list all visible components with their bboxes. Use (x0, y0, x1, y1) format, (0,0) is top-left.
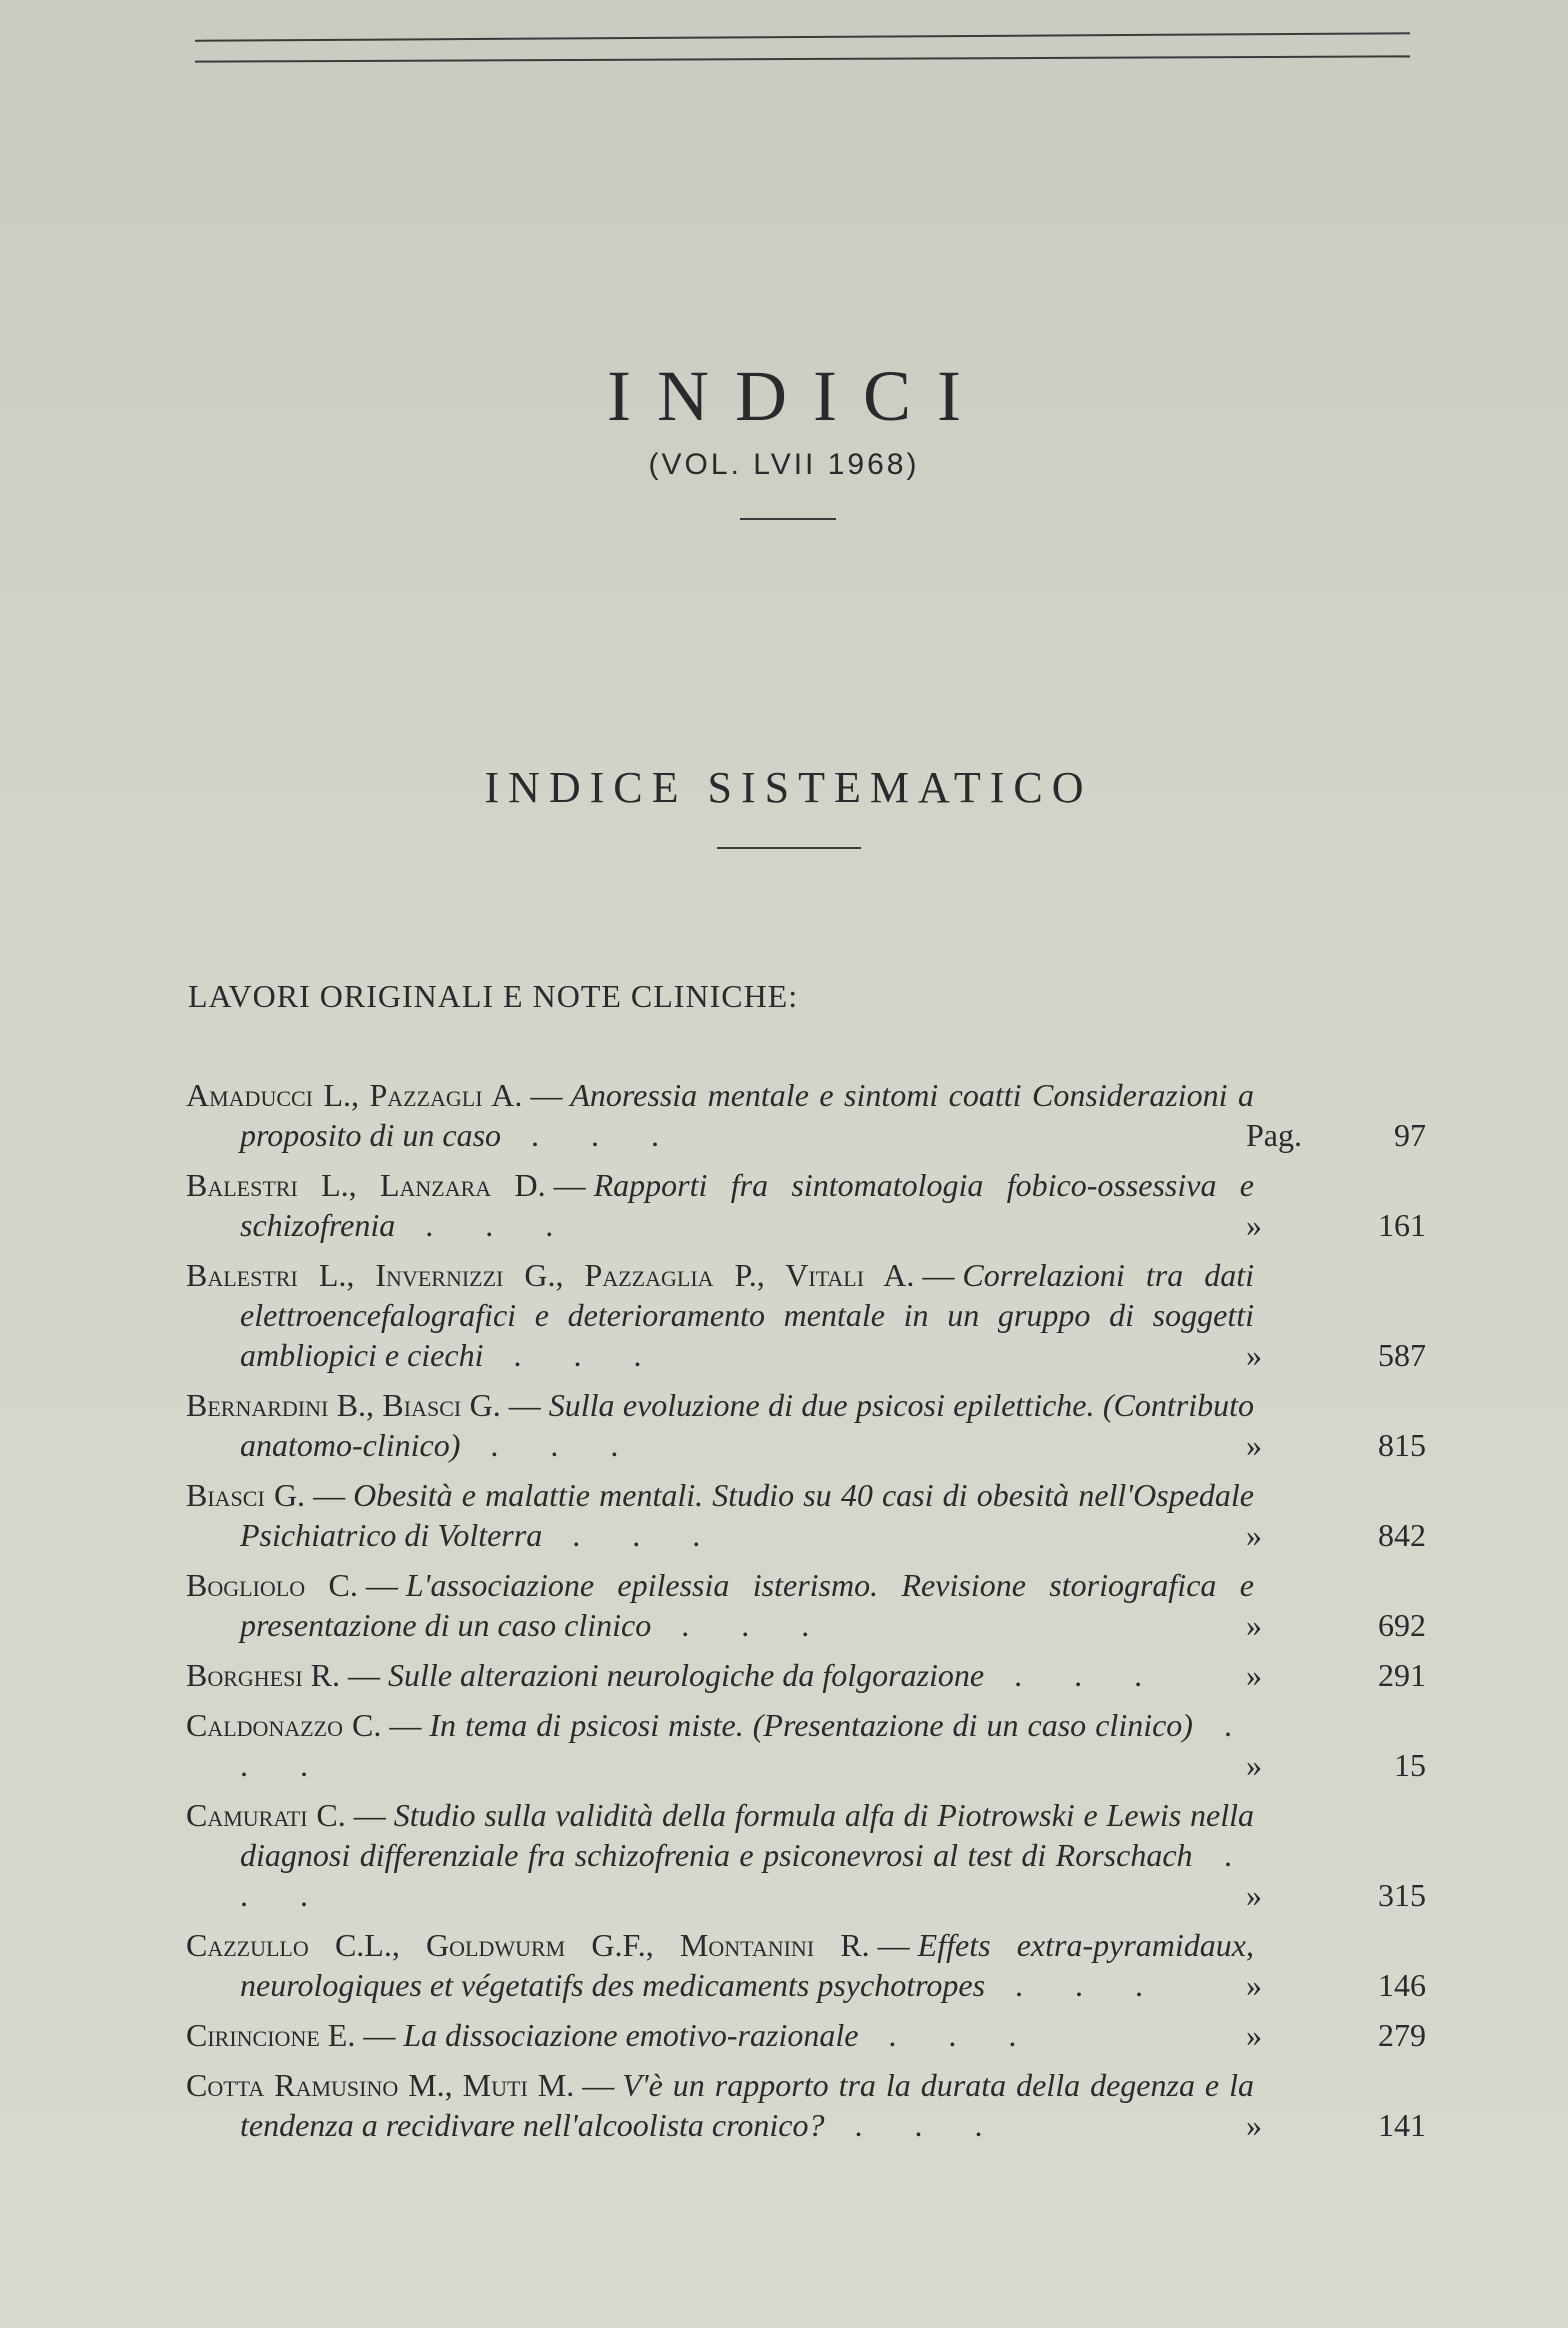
entry-text (186, 1655, 1254, 1695)
entry-leader-dots: . . . (460, 1427, 641, 1463)
entry-work-title: Rapporti fra sintomatologia fobico-ossessiva e schizofrenia (240, 1167, 1255, 1243)
entry-page-reference (1246, 1655, 1426, 1695)
top-rule-lower (195, 55, 1410, 62)
subsection-heading: LAVORI ORIGINALI E NOTE CLINICHE: (188, 978, 799, 1014)
entry-text (186, 1475, 1254, 1555)
entry-leader-dots: . . . (651, 1607, 832, 1643)
entry-work-title: Effets extra-pyramidaux, neurologiques et végetatifs des medicaments psychotropes (240, 1927, 1254, 2003)
index-entry (186, 1255, 1426, 1375)
index-entry (186, 1165, 1426, 1245)
top-rule-upper (195, 32, 1410, 41)
entry-page-prefix: » (1246, 1337, 1262, 1373)
entry-text (186, 1255, 1254, 1375)
entry-page-prefix: » (1246, 1517, 1262, 1553)
entry-authors: Cotta Ramusino M., Muti M. (186, 2067, 575, 2103)
entry-text (186, 1705, 1254, 1785)
title-divider (740, 518, 836, 520)
index-entries-list (186, 1075, 1426, 2155)
entry-authors: Caldonazzo C. (186, 1707, 382, 1743)
entry-page-reference (1246, 1115, 1426, 1155)
entry-work-title: Correlazioni tra dati elettroencefalografici e deterioramento mentale in un gruppo di soggetti ambliopici e ciechi (240, 1257, 1255, 1373)
entry-page-prefix: » (1246, 2107, 1262, 2143)
entry-page-prefix: » (1246, 1657, 1262, 1693)
entry-work-title: V'è un rapporto tra la durata della degenza e la tendenza a recidivare nell'alcoolista cronico? (240, 2067, 1255, 2143)
entry-page-prefix: » (1246, 1207, 1262, 1243)
entry-text (186, 1925, 1254, 2005)
entry-authors: Cirincione E. (186, 2017, 356, 2053)
index-entry (186, 1655, 1426, 1695)
entry-page-number: 291 (1378, 1657, 1426, 1693)
entry-text (186, 1385, 1254, 1465)
entry-page-prefix: Pag. (1246, 1117, 1302, 1153)
entry-page-reference (1246, 1205, 1426, 1245)
index-entry (186, 1925, 1426, 2005)
index-entry (186, 1385, 1426, 1465)
entry-page-number: 141 (1378, 2107, 1426, 2143)
index-entry (186, 2065, 1426, 2145)
entry-dash: — (353, 1797, 386, 1833)
entry-dash: — (922, 1257, 955, 1293)
entry-dash: — (530, 1077, 563, 1113)
entry-page-number: 15 (1394, 1747, 1426, 1783)
index-entry (186, 1475, 1426, 1555)
entry-page-reference (1246, 1965, 1426, 2005)
volume-subtitle: (VOL. LVII 1968) (648, 448, 920, 481)
entry-text (186, 1565, 1254, 1645)
entry-page-reference (1246, 2015, 1426, 2055)
entry-text (186, 2015, 1254, 2055)
entry-page-prefix: » (1246, 1877, 1262, 1913)
entry-authors: Balestri L., Invernizzi G., Pazzaglia P., Vitali A. (186, 1257, 915, 1293)
page-title: INDICI (607, 356, 987, 436)
entry-dash: — (365, 1567, 398, 1603)
entry-leader-dots: . . . (240, 1837, 1255, 1913)
entry-authors: Borghesi R. (186, 1657, 341, 1693)
entry-leader-dots: . . . (858, 2017, 1039, 2053)
entry-leader-dots: . . . (395, 1207, 576, 1243)
index-entry (186, 1705, 1426, 1785)
entry-leader-dots: . . . (984, 1657, 1165, 1693)
entry-work-title: Sulle alterazioni neurologiche da folgorazione (388, 1657, 985, 1693)
entry-authors: Cazzullo C.L., Goldwurm G.F., Montanini R. (186, 1927, 870, 1963)
entry-dash: — (363, 2017, 396, 2053)
entry-authors: Camurati C. (186, 1797, 346, 1833)
entry-leader-dots: . . . (542, 1517, 723, 1553)
entry-page-number: 842 (1378, 1517, 1426, 1553)
entry-page-prefix: » (1246, 1427, 1262, 1463)
entry-work-title: La dissociazione emotivo-razionale (403, 2017, 859, 2053)
entry-leader-dots: . . . (985, 1967, 1166, 2003)
section-divider (717, 847, 861, 849)
entry-page-number: 279 (1378, 2017, 1426, 2053)
entry-page-number: 97 (1394, 1117, 1426, 1153)
entry-page-reference (1246, 1335, 1426, 1375)
entry-dash: — (582, 2067, 615, 2103)
entry-page-reference (1246, 1875, 1426, 1915)
entry-page-prefix: » (1246, 2017, 1262, 2053)
entry-work-title: Obesità e malattie mentali. Studio su 40 casi di obesità nell'Ospedale Psichiatrico di Volterra (240, 1477, 1255, 1553)
section-title: INDICE SISTEMATICO (484, 763, 1093, 812)
entry-text (186, 1165, 1254, 1245)
entry-dash: — (508, 1387, 541, 1423)
entry-page-number: 146 (1378, 1967, 1426, 2003)
index-entry (186, 2015, 1426, 2055)
entry-page-number: 587 (1378, 1337, 1426, 1373)
entry-text (186, 1795, 1254, 1915)
entry-page-number: 692 (1378, 1607, 1426, 1643)
entry-page-prefix: » (1246, 1967, 1262, 2003)
entry-work-title: In tema di psicosi miste. (Presentazione di un caso clinico) (429, 1707, 1193, 1743)
entry-authors: Balestri L., Lanzara D. (186, 1167, 546, 1203)
entry-work-title: Anoressia mentale e sintomi coatti Considerazioni a proposito di un caso (240, 1077, 1255, 1153)
entry-work-title: Studio sulla validità della formula alfa di Piotrowski e Lewis nella diagnosi differenziale fra schizofrenia e psiconevrosi al test di Rorschach (240, 1797, 1254, 1873)
entry-page-reference (1246, 1425, 1426, 1465)
entry-dash: — (877, 1927, 910, 1963)
entry-text (186, 2065, 1254, 2145)
entry-page-reference (1246, 1515, 1426, 1555)
entry-authors: Bogliolo C. (186, 1567, 358, 1603)
entry-leader-dots: . . . (824, 2107, 1005, 2143)
entry-authors: Bernardini B., Biasci G. (186, 1387, 501, 1423)
entry-work-title: Sulla evoluzione di due psicosi epilettiche. (Contributo anatomo-clinico) (240, 1387, 1254, 1463)
entry-page-reference (1246, 1605, 1426, 1645)
entry-text (186, 1075, 1254, 1155)
entry-page-number: 161 (1378, 1207, 1426, 1243)
entry-page-prefix: » (1246, 1607, 1262, 1643)
entry-dash: — (313, 1477, 346, 1513)
entry-page-number: 315 (1378, 1877, 1426, 1913)
entry-page-number: 815 (1378, 1427, 1426, 1463)
entry-leader-dots: . . . (240, 1707, 1255, 1783)
entry-page-reference (1246, 1745, 1426, 1785)
entry-page-prefix: » (1246, 1747, 1262, 1783)
entry-dash: — (389, 1707, 422, 1743)
index-entry (186, 1565, 1426, 1645)
entry-leader-dots: . . . (501, 1117, 682, 1153)
entry-dash: — (553, 1167, 586, 1203)
entry-authors: Amaducci L., Pazzagli A. (186, 1077, 523, 1113)
entry-leader-dots: . . . (483, 1337, 664, 1373)
entry-authors: Biasci G. (186, 1477, 306, 1513)
index-entry (186, 1795, 1426, 1915)
entry-page-reference (1246, 2105, 1426, 2145)
entry-dash: — (348, 1657, 381, 1693)
index-entry (186, 1075, 1426, 1155)
entry-work-title: L'associazione epilessia isterismo. Revisione storiografica e presentazione di un caso clinico (240, 1567, 1254, 1643)
